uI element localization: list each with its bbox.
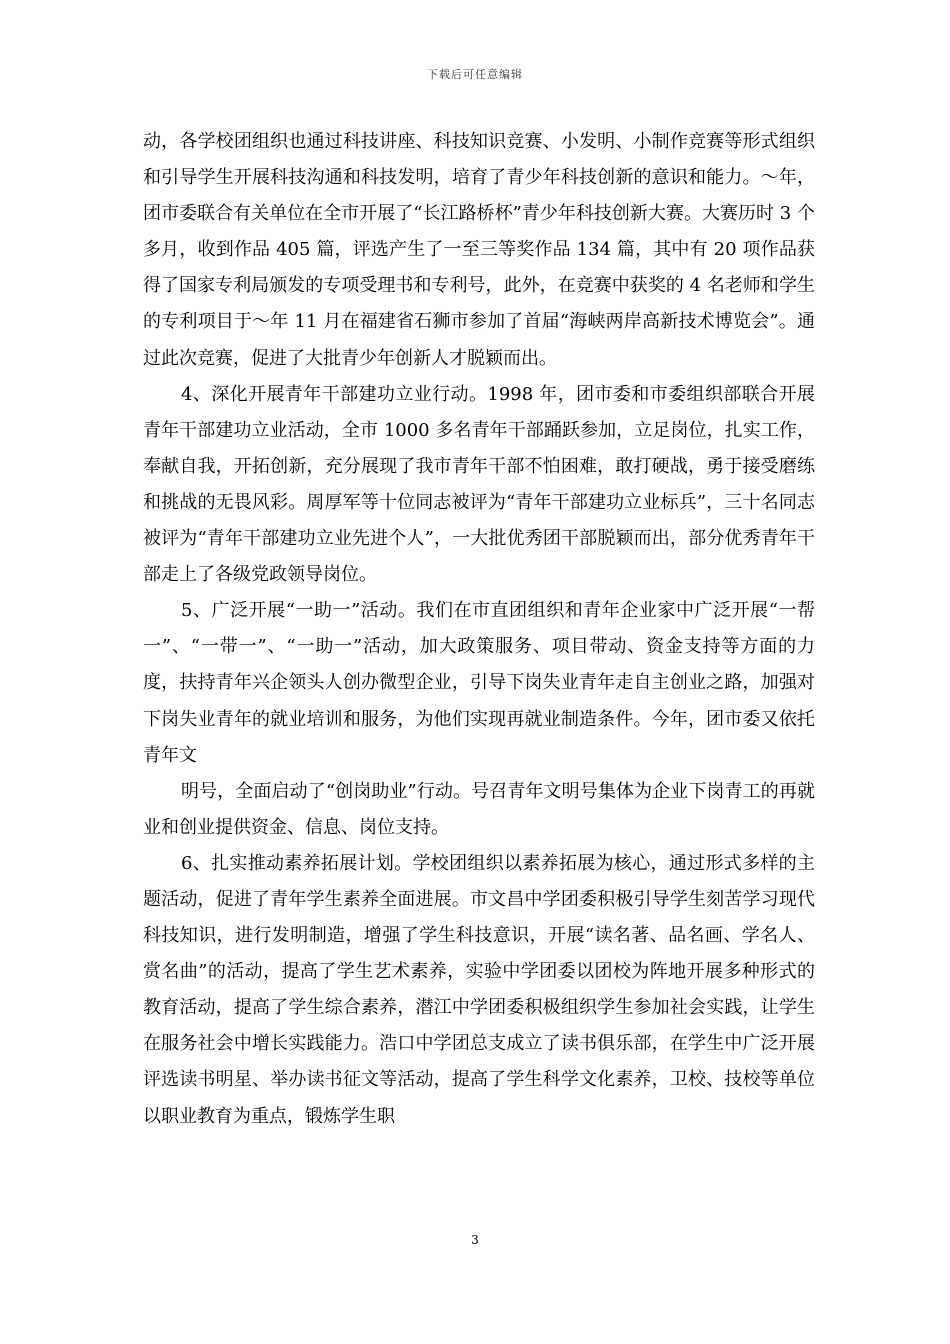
document-body [143,124,815,1135]
paragraph-4: 明号，全面启动了“创岗助业”行动。号召青年文明号集体为企业下岗青工的再就业和创业提供资金、信息、岗位支持。 [143,780,815,838]
paragraph-5: 6、扎实推动素养拓展计划。学校团组织以素养拓展为核心，通过形式多样的主题活动，促进了青年学生素养全面进展。市文昌中学团委积极引导学生刻苦学习现代科技知识，进行发明制造，增强了学生科技意识，开展“读名著、品名画、学名人、赏名曲”的活动，提高了学生艺术素养，实验中学团委以团校为阵地开展多种形式的教育活动，提高了学生综合素养，潜江中学团委积极组织学生参加社会实践，让学生在服务社会中增长实践能力。浩口中学团总支成立了读书俱乐部，在学生中广泛开展评选读书明星、举办读书征文等活动，提高了学生科学文化素养，卫校、技校等单位以职业教育为重点，锻炼学生职 [143,852,815,1127]
page-number: 3 [471,1233,479,1247]
paragraph-1: 动，各学校团组织也通过科技讲座、科技知识竞赛、小发明、小制作竞赛等形式组织和引导学生开展科技沟通和科技发明，培育了青少年科技创新的意识和能力。～年，团市委联合有关单位在全市开展了“长江路桥杯”青少年科技创新大赛。大赛历时 3 个多月，收到作品 405 篇，评选产生了一至三等奖作品 134 篇，其中有 20 项作品获得了国家专利局颁发的专项受理书和专利号，此外，在竞赛中获奖的 4 名老师和学生的专利项目于～年 11 月在福建省石狮市参加了首届“海峡两岸高新技术博览会”。通过此次竞赛，促进了大批青少年创新人才脱颖而出。 [143,131,815,369]
paragraph-3: 5、广泛开展“一助一”活动。我们在市直团组织和青年企业家中广泛开展“一帮一”、“一带一”、“一助一”活动，加大政策服务、项目带动、资金支持等方面的力度，扶持青年兴企领头人创办微型企业，引导下岗失业青年走自主创业之路，加强对下岗失业青年的就业培训和服务，为他们实现再就业制造条件。今年，团市委又依托青年文 [143,600,815,766]
page-header: 下载后可任意编辑 [427,68,523,81]
paragraph-2: 4、深化开展青年干部建功立业行动。1998 年，团市委和市委组织部联合开展青年干部建功立业活动，全市 1000 多名青年干部踊跃参加，立足岗位，扎实工作，奉献自我，开拓创新，充分展现了我市青年干部不怕困难，敢打硬战，勇于接受磨练和挑战的无畏风彩。周厚军等十位同志被评为“青年干部建功立业标兵”，三十名同志被评为“青年干部建功立业先进个人”，一大批优秀团干部脱颖而出，部分优秀青年干部走上了各级党政领导岗位。 [143,383,815,586]
